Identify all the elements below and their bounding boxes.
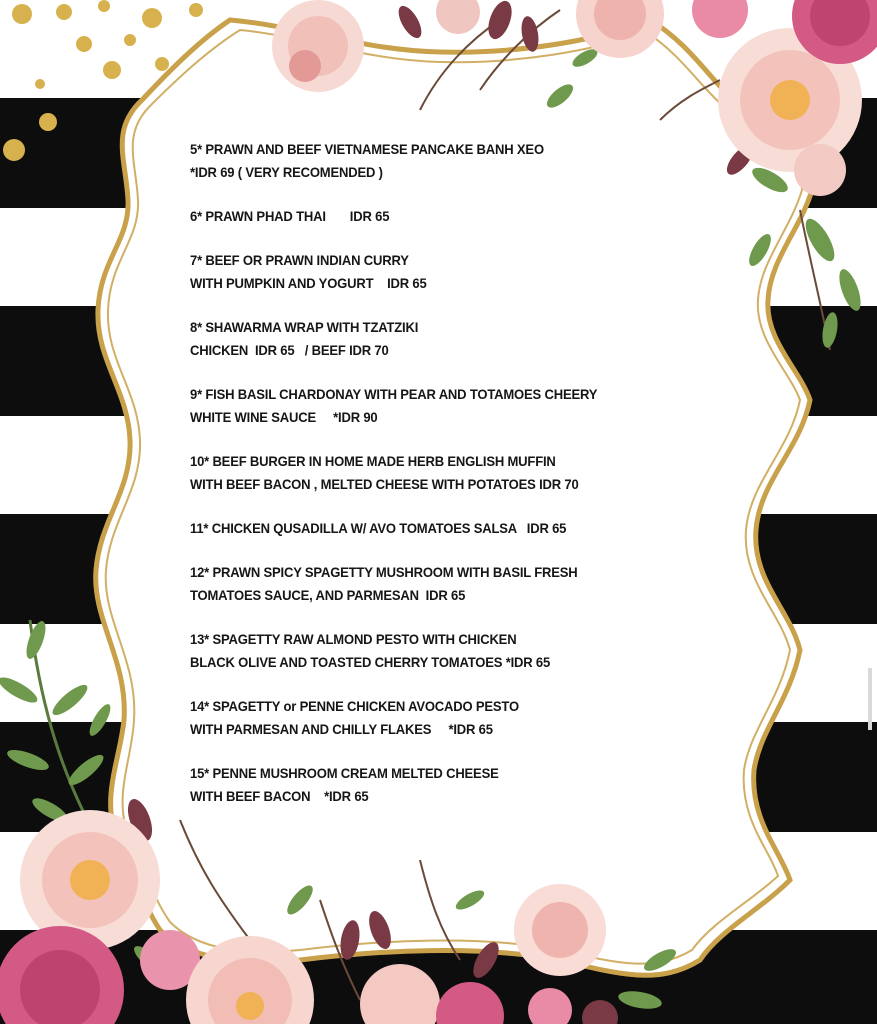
menu-item-title: 11* CHICKEN QUSADILLA W/ AVO TOMATOES SALSA IDR 65: [190, 521, 567, 536]
menu-item-title: 7* BEEF OR PRAWN INDIAN CURRY: [190, 253, 409, 268]
menu-item-title: 14* SPAGETTY or PENNE CHICKEN AVOCADO PESTO: [190, 699, 519, 714]
menu-item-title: 15* PENNE MUSHROOM CREAM MELTED CHEESE: [190, 766, 499, 781]
menu-item-title: 12* PRAWN SPICY SPAGETTY MUSHROOM WITH BASIL FRESH: [190, 565, 578, 580]
scrollbar-thumb[interactable]: [868, 668, 872, 730]
menu-item-detail: WHITE WINE SAUCE *IDR 90: [190, 410, 378, 425]
menu-item-title: 10* BEEF BURGER IN HOME MADE HERB ENGLISH MUFFIN: [190, 454, 556, 469]
menu-item-title: 6* PRAWN PHAD THAI IDR 65: [190, 209, 390, 224]
menu-item-title: 9* FISH BASIL CHARDONAY WITH PEAR AND TOTAMOES CHEERY: [190, 387, 598, 402]
menu-item-title: 5* PRAWN AND BEEF VIETNAMESE PANCAKE BANH XEO: [190, 142, 544, 157]
menu-item-detail: TOMATOES SAUCE, AND PARMESAN IDR 65: [190, 588, 466, 603]
menu-item-detail: WITH PUMPKIN AND YOGURT IDR 65: [190, 276, 427, 291]
menu-item-title: 8* SHAWARMA WRAP WITH TZATZIKI: [190, 320, 419, 335]
menu-item-detail: *IDR 69 ( VERY RECOMENDED ): [190, 165, 383, 180]
menu-item-detail: WITH BEEF BACON , MELTED CHEESE WITH POTATOES IDR 70: [190, 477, 579, 492]
bottom-flower-cluster: [0, 796, 679, 1024]
menu-item-title: 13* SPAGETTY RAW ALMOND PESTO WITH CHICKEN: [190, 632, 517, 647]
menu-item-detail: BLACK OLIVE AND TOASTED CHERRY TOMATOES *IDR 65: [190, 655, 551, 670]
menu-item-detail: WITH PARMESAN AND CHILLY FLAKES *IDR 65: [190, 722, 493, 737]
menu-item-detail: WITH BEEF BACON *IDR 65: [190, 789, 369, 804]
top-right-flower-cluster: [272, 0, 877, 350]
menu-item-detail: CHICKEN IDR 65 / BEEF IDR 70: [190, 343, 389, 358]
